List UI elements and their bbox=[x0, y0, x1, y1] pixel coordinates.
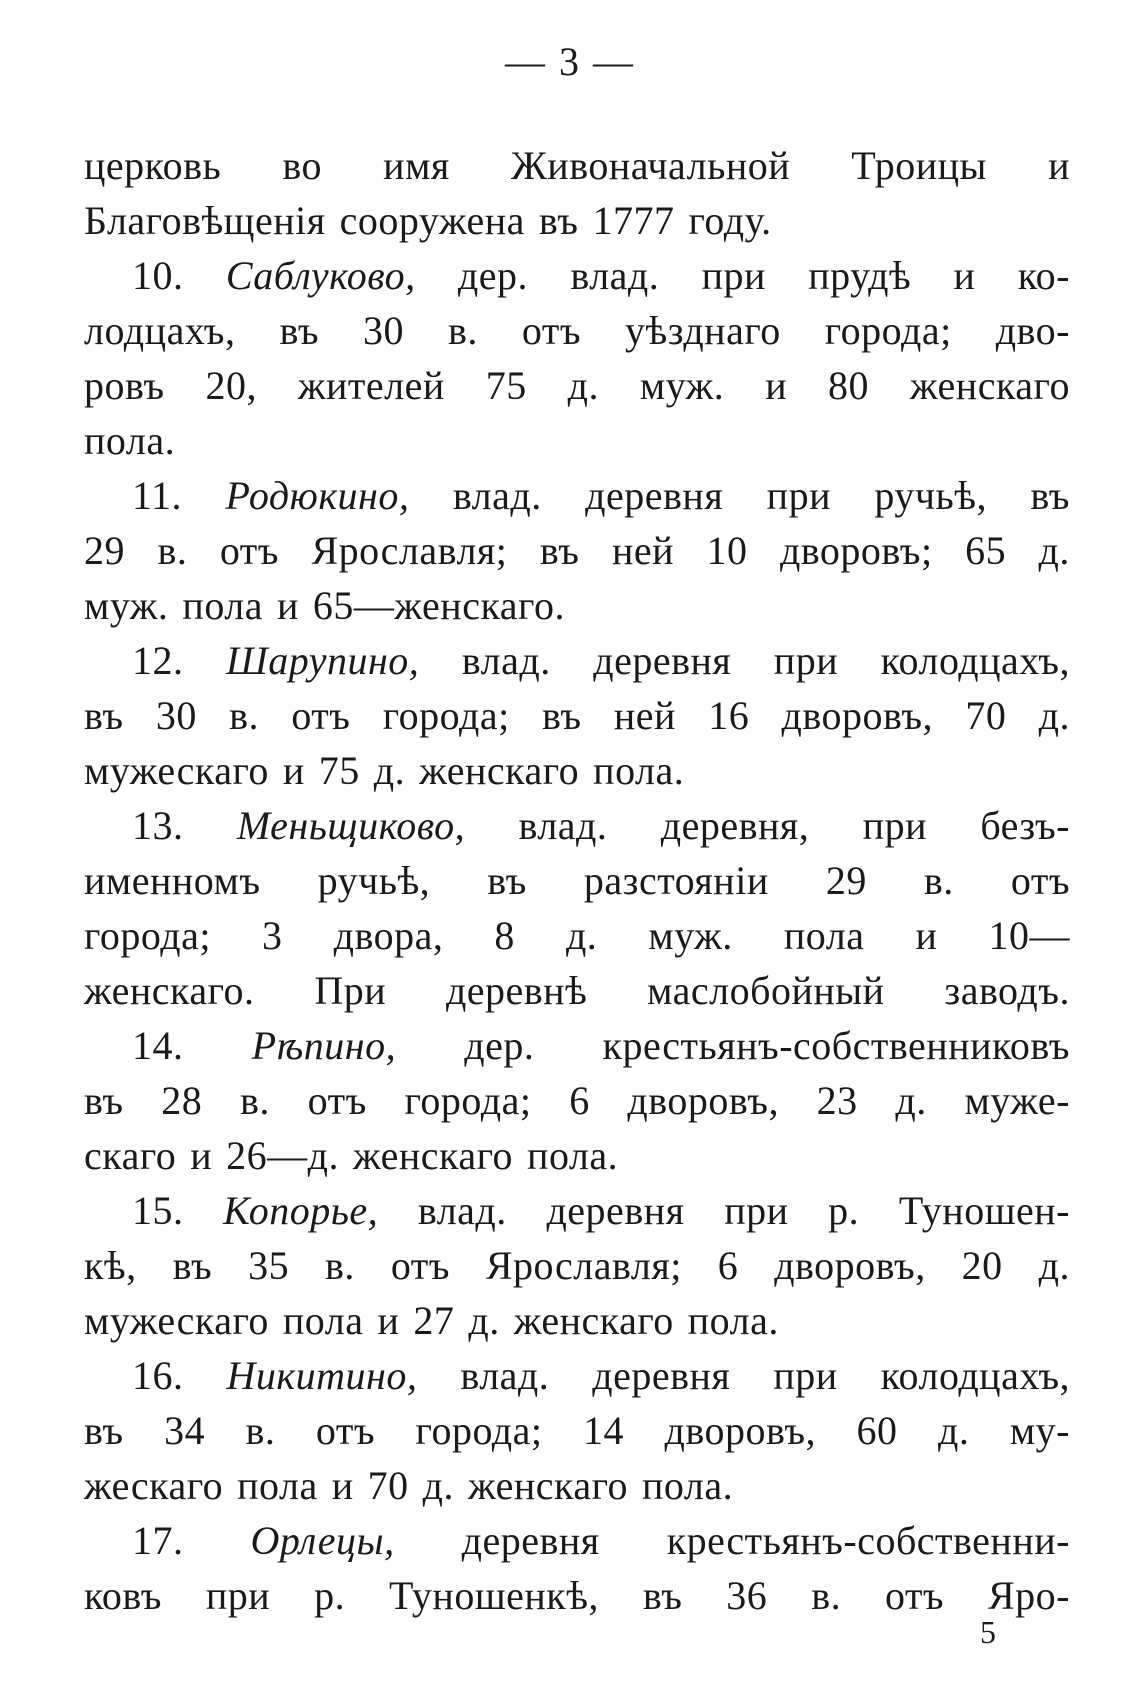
word: пола bbox=[282, 1298, 364, 1343]
word: маслобойный bbox=[647, 968, 885, 1013]
word: женскаго. bbox=[84, 968, 255, 1013]
word: При bbox=[314, 968, 387, 1013]
word: ко- bbox=[1017, 253, 1070, 298]
word: 23 bbox=[816, 1078, 858, 1123]
text-line bbox=[84, 193, 1070, 248]
text-line bbox=[84, 1458, 1070, 1513]
word: въ bbox=[1030, 473, 1070, 518]
word: 70 bbox=[367, 1463, 409, 1508]
text-line bbox=[84, 743, 1070, 798]
word: 28 bbox=[161, 1078, 203, 1123]
word: дер. bbox=[464, 1023, 535, 1068]
word: году. bbox=[688, 198, 772, 243]
word: женскаго bbox=[467, 1463, 628, 1508]
text-line bbox=[84, 1238, 1070, 1293]
word: въ bbox=[539, 528, 580, 573]
word: 29 bbox=[825, 858, 867, 903]
word: въ bbox=[487, 858, 527, 903]
word: Яро- bbox=[988, 1573, 1070, 1618]
text-line bbox=[84, 688, 1070, 743]
entry-13-heading-line bbox=[84, 798, 1070, 853]
word: д. bbox=[422, 1463, 454, 1508]
word: и bbox=[277, 583, 299, 628]
word: въ bbox=[542, 693, 582, 738]
word: муж. bbox=[639, 363, 725, 408]
word: при bbox=[724, 1188, 789, 1233]
word: разстояніи bbox=[583, 858, 769, 903]
word: ковъ bbox=[84, 1573, 162, 1618]
entry-15-heading-line bbox=[84, 1183, 1070, 1238]
word: города; bbox=[415, 1408, 543, 1453]
word: 20 bbox=[961, 1243, 1003, 1288]
word: въ bbox=[642, 1573, 683, 1618]
word: дворовъ, bbox=[781, 693, 934, 738]
word: 36 bbox=[726, 1573, 768, 1618]
village-name: Саблуково, bbox=[225, 253, 416, 298]
word: и bbox=[190, 1133, 213, 1178]
word: города; bbox=[404, 1078, 532, 1123]
word: 75 bbox=[318, 748, 360, 793]
word: пола bbox=[237, 1463, 318, 1508]
word: в. bbox=[923, 858, 954, 903]
word: безъ- bbox=[980, 803, 1070, 848]
text-line bbox=[84, 523, 1070, 578]
word: 35 bbox=[248, 1243, 290, 1288]
word: 70 bbox=[965, 693, 1007, 738]
word: 10— bbox=[988, 913, 1070, 958]
word: д. bbox=[373, 748, 406, 793]
text-line bbox=[84, 1403, 1070, 1458]
word: пола. bbox=[84, 418, 176, 463]
word: и bbox=[953, 253, 976, 298]
entry-17-heading-line bbox=[84, 1513, 1070, 1568]
word: 65—женскаго. bbox=[312, 583, 565, 628]
word: влад. bbox=[570, 253, 660, 298]
word: дворовъ; bbox=[779, 528, 933, 573]
word: и bbox=[1048, 143, 1070, 188]
word: пола. bbox=[593, 748, 685, 793]
word: 27 bbox=[413, 1298, 455, 1343]
word: 75 bbox=[485, 363, 527, 408]
word: в. bbox=[240, 1078, 270, 1123]
word: ручьѣ, bbox=[317, 858, 431, 903]
word: кѣ, bbox=[84, 1243, 137, 1288]
word: церковь bbox=[84, 143, 222, 188]
text-line bbox=[84, 413, 1070, 468]
village-name: Копорье, bbox=[223, 1188, 379, 1233]
word: 80 bbox=[828, 363, 870, 408]
word: дворовъ, bbox=[774, 1243, 926, 1288]
word: при bbox=[862, 803, 927, 848]
word: женскаго bbox=[513, 1298, 674, 1343]
word: мужескаго bbox=[84, 748, 269, 793]
word: дворовъ, bbox=[627, 1078, 779, 1123]
word: въ bbox=[538, 198, 579, 243]
word: 30 bbox=[363, 308, 405, 353]
word: пола. bbox=[641, 1463, 734, 1508]
word: 8 bbox=[494, 913, 515, 958]
word: 34 bbox=[164, 1408, 206, 1453]
entry-number: 14. bbox=[132, 1023, 184, 1068]
word: при bbox=[773, 1353, 838, 1398]
word: Туношен- bbox=[898, 1188, 1070, 1233]
word: 60 bbox=[856, 1408, 898, 1453]
entry-11-heading-line bbox=[84, 468, 1070, 523]
word: деревня bbox=[592, 1353, 731, 1398]
word: города; bbox=[382, 693, 510, 738]
word: крестьянъ-собственни- bbox=[666, 1518, 1070, 1563]
word: лодцахъ, bbox=[84, 308, 236, 353]
entry-10-heading-line bbox=[84, 248, 1070, 303]
word: 65 bbox=[965, 528, 1007, 573]
word: пола. bbox=[527, 1133, 619, 1178]
word: отъ bbox=[521, 308, 582, 353]
body-text bbox=[84, 138, 1070, 1623]
entry-14-heading-line bbox=[84, 1018, 1070, 1073]
word: въ bbox=[172, 1243, 213, 1288]
word: в. bbox=[325, 1243, 355, 1288]
word: деревня, bbox=[660, 803, 810, 848]
text-line bbox=[84, 963, 1070, 1018]
word: 30 bbox=[155, 693, 197, 738]
text-line bbox=[84, 138, 1070, 193]
word: отъ bbox=[884, 1573, 945, 1618]
word: имя bbox=[383, 143, 450, 188]
text-line bbox=[84, 908, 1070, 963]
word: отъ bbox=[1010, 858, 1070, 903]
text-line bbox=[84, 358, 1070, 413]
word: города; bbox=[84, 913, 211, 958]
word: мужескаго bbox=[84, 1298, 269, 1343]
text-line bbox=[84, 578, 1070, 633]
word: р. bbox=[314, 1573, 346, 1618]
word: при bbox=[773, 638, 839, 683]
word: пола bbox=[182, 583, 264, 628]
entry-number: 16. bbox=[132, 1353, 184, 1398]
word: Троицы bbox=[851, 143, 987, 188]
word: пола bbox=[783, 913, 865, 958]
word: ней bbox=[613, 693, 676, 738]
word: уѣзднаго bbox=[625, 308, 781, 353]
word: ней bbox=[611, 528, 675, 573]
word: 6 bbox=[569, 1078, 590, 1123]
word: 16 bbox=[708, 693, 750, 738]
word: дворовъ, bbox=[664, 1408, 817, 1453]
word: дер. bbox=[457, 253, 529, 298]
word: д. bbox=[468, 1298, 500, 1343]
word: му- bbox=[1009, 1408, 1070, 1453]
word: муже- bbox=[964, 1078, 1070, 1123]
word: скаго bbox=[84, 1133, 177, 1178]
word: Ярославля; bbox=[485, 1243, 682, 1288]
word: д. bbox=[567, 363, 599, 408]
word: д. bbox=[565, 913, 598, 958]
word: колодцахъ, bbox=[880, 1353, 1070, 1398]
word: отъ bbox=[315, 1408, 376, 1453]
entry-number: 15. bbox=[132, 1188, 184, 1233]
village-name: Орлецы, bbox=[250, 1518, 395, 1563]
village-name: Меньщиково, bbox=[236, 803, 466, 848]
word: отъ bbox=[219, 528, 279, 573]
word: 1777 bbox=[592, 198, 675, 243]
word: 3 bbox=[262, 913, 283, 958]
word: р. bbox=[828, 1188, 860, 1233]
word: заводъ. bbox=[944, 968, 1070, 1013]
word: в. bbox=[448, 308, 478, 353]
word: въ bbox=[84, 1078, 124, 1123]
word: при bbox=[701, 253, 766, 298]
word: отъ bbox=[307, 1078, 367, 1123]
word: в. bbox=[157, 528, 188, 573]
word: Живоначальной bbox=[510, 143, 791, 188]
word: д. bbox=[938, 1408, 970, 1453]
word: во bbox=[282, 143, 322, 188]
word: д. bbox=[895, 1078, 927, 1123]
entry-number: 17. bbox=[132, 1518, 184, 1563]
entry-16-heading-line bbox=[84, 1348, 1070, 1403]
word: прудѣ bbox=[808, 253, 912, 298]
word: 29 bbox=[84, 528, 125, 573]
word: муж. bbox=[84, 583, 169, 628]
page-number: — 3 — bbox=[505, 39, 635, 84]
word: Туношенкѣ, bbox=[388, 1573, 599, 1618]
word: деревня bbox=[546, 1188, 685, 1233]
text-line bbox=[84, 1293, 1070, 1348]
entry-number: 10. bbox=[132, 253, 184, 298]
entry-12-heading-line bbox=[84, 633, 1070, 688]
word: колодцахъ, bbox=[880, 638, 1070, 683]
word: при bbox=[766, 473, 831, 518]
word: при bbox=[205, 1573, 271, 1618]
word: д. bbox=[1038, 693, 1070, 738]
village-name: Шарупино, bbox=[226, 638, 420, 683]
word: 20, bbox=[205, 363, 257, 408]
word: сооружена bbox=[339, 198, 525, 243]
word: деревня bbox=[593, 638, 732, 683]
word: и bbox=[377, 1298, 400, 1343]
word: деревня bbox=[585, 473, 724, 518]
word: 14 bbox=[583, 1408, 625, 1453]
village-name: Рѣпино, bbox=[251, 1023, 397, 1068]
village-name: Родюкино, bbox=[225, 473, 410, 518]
word: и bbox=[331, 1463, 354, 1508]
village-name: Никитино, bbox=[226, 1353, 418, 1398]
word: дво- bbox=[995, 308, 1070, 353]
word: ручьѣ, bbox=[874, 473, 987, 518]
word: женскаго bbox=[353, 1133, 514, 1178]
word: в. bbox=[245, 1408, 276, 1453]
word: и bbox=[765, 363, 788, 408]
word: пола. bbox=[687, 1298, 779, 1343]
word: д. bbox=[1038, 528, 1070, 573]
word: двора, bbox=[333, 913, 444, 958]
word: д. bbox=[1038, 1243, 1070, 1288]
word: муж. bbox=[648, 913, 733, 958]
word: 10 bbox=[706, 528, 748, 573]
text-line bbox=[84, 303, 1070, 358]
word: именномъ bbox=[84, 858, 261, 903]
entry-number: 13. bbox=[132, 803, 184, 848]
word: и bbox=[282, 748, 305, 793]
word: отъ bbox=[291, 693, 351, 738]
word: отъ bbox=[390, 1243, 450, 1288]
word: Благовѣщенія bbox=[84, 198, 326, 243]
text-line bbox=[84, 1568, 1070, 1623]
word: деревнѣ bbox=[445, 968, 588, 1013]
entry-number: 12. bbox=[132, 638, 184, 683]
word: влад. bbox=[460, 1353, 550, 1398]
text-line bbox=[84, 1073, 1070, 1128]
word: влад. bbox=[452, 473, 542, 518]
text-line bbox=[84, 1128, 1070, 1183]
word: 6 bbox=[717, 1243, 739, 1288]
word: въ bbox=[279, 308, 320, 353]
word: деревня bbox=[461, 1518, 600, 1563]
word: влад. bbox=[518, 803, 608, 848]
word: в. bbox=[229, 693, 260, 738]
word: крестьянъ-собственниковъ bbox=[602, 1023, 1070, 1068]
word: и bbox=[915, 913, 938, 958]
word: женскаго bbox=[909, 363, 1070, 408]
word: влад. bbox=[417, 1188, 507, 1233]
word: въ bbox=[84, 693, 124, 738]
word: ровъ bbox=[84, 363, 165, 408]
word: жескаго bbox=[84, 1463, 224, 1508]
word: жителей bbox=[297, 363, 445, 408]
signature-mark: 5 bbox=[980, 1614, 996, 1650]
word: влад. bbox=[461, 638, 551, 683]
entry-number: 11. bbox=[132, 473, 183, 518]
word: женскаго bbox=[419, 748, 580, 793]
word: Ярославля; bbox=[311, 528, 508, 573]
word: в. bbox=[811, 1573, 842, 1618]
word: въ bbox=[84, 1408, 124, 1453]
word: города; bbox=[824, 308, 952, 353]
word: 26—д. bbox=[226, 1133, 340, 1178]
text-line bbox=[84, 853, 1070, 908]
